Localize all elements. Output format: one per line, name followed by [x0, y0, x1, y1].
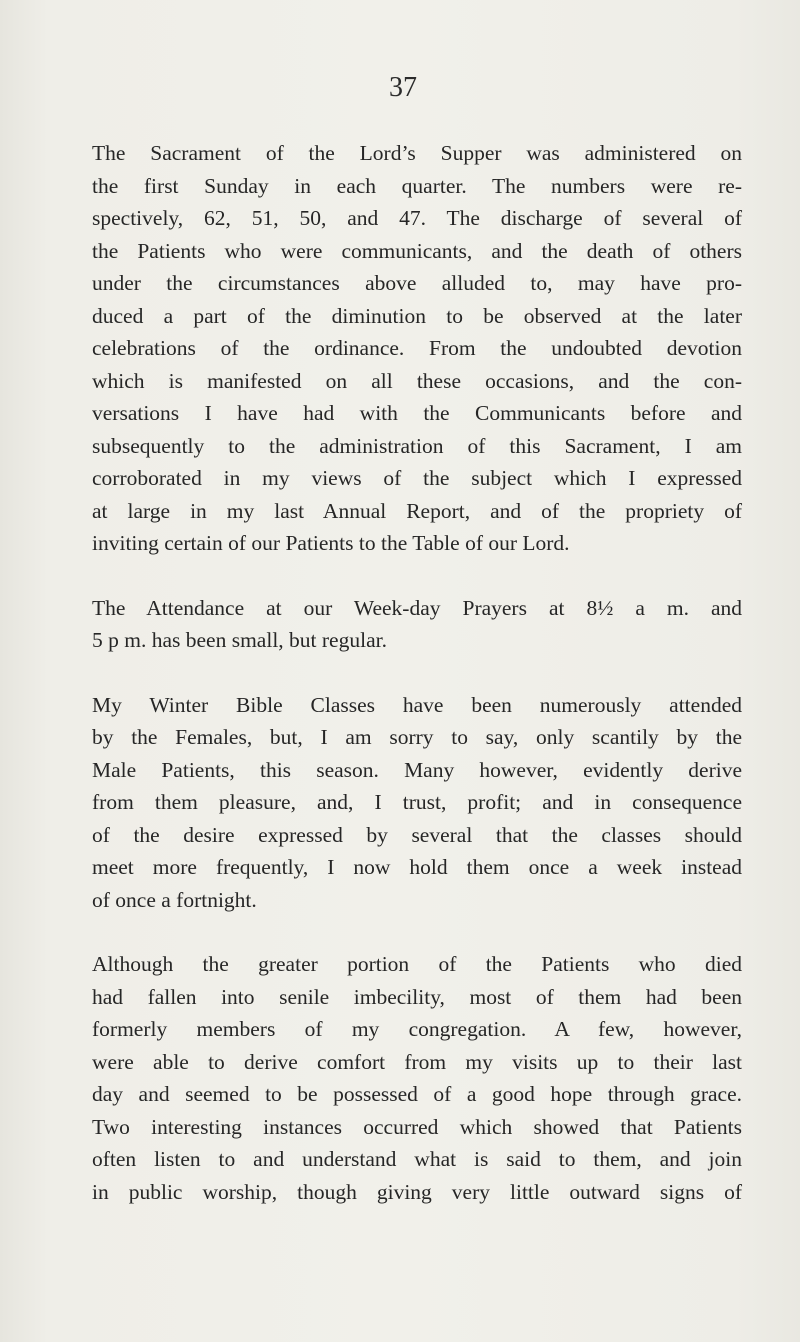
text-line: of the desire expressed by several that the classes should — [92, 822, 742, 847]
text-line: had fallen into senile imbecility, most of them had been — [92, 984, 742, 1009]
text-line: The Sacrament of the Lord’s Supper was administered on — [92, 141, 742, 165]
text-line: of once a fortnight. — [92, 887, 257, 912]
text-line: the first Sunday in each quarter. The numbers were re- — [92, 173, 742, 198]
text-line: which is manifested on all these occasions, and the con- — [92, 368, 742, 393]
text-line: 5 p m. has been small, but regular. — [92, 628, 387, 652]
text-line: at large in my last Annual Report, and of the propriety of — [92, 498, 742, 523]
paragraph-prayers — [92, 592, 742, 657]
text-line: from them pleasure, and, I trust, profit; and in consequence — [92, 790, 742, 814]
text-line: day and seemed to be possessed of a good hope through grace. — [92, 1082, 742, 1106]
text-line: versations I have had with the Communicants before and — [92, 401, 742, 425]
text-line: subsequently to the administration of this Sacrament, I am — [92, 433, 742, 458]
text-line: duced a part of the diminution to be observed at the later — [92, 303, 742, 328]
text-line: spectively, 62, 51, 50, and 47. The discharge of several of — [92, 206, 742, 230]
text-line: by the Females, but, I am sorry to say, only scantily by the — [92, 725, 742, 749]
paragraph-patients-who-died — [92, 948, 742, 1208]
text-line: Although the greater portion of the Patients who died — [92, 952, 742, 976]
text-line: Two interesting instances occurred which showed that Patients — [92, 1114, 742, 1139]
text-line: Male Patients, this season. Many however, evidently derive — [92, 757, 742, 782]
text-line: were able to derive comfort from my visits up to their last — [92, 1049, 742, 1074]
paragraph-bible-classes — [92, 689, 742, 917]
text-line: in public worship, though giving very little outward signs of — [92, 1179, 742, 1204]
text-line: My Winter Bible Classes have been numerously attended — [92, 692, 742, 717]
text-line: meet more frequently, I now hold them once a week instead — [92, 855, 742, 879]
text-line: formerly members of my congregation. A few, however, — [92, 1017, 742, 1041]
text-line: often listen to and understand what is said to them, and join — [92, 1147, 742, 1171]
text-line: under the circumstances above alluded to, may have pro- — [92, 271, 742, 295]
text-line: The Attendance at our Week-day Prayers at 8½ a m. and — [92, 595, 742, 620]
text-line: celebrations of the ordinance. From the undoubted devotion — [92, 336, 742, 360]
text-line: corroborated in my views of the subject which I expressed — [92, 466, 742, 490]
paragraph-sacrament — [92, 137, 742, 560]
page-number: 37 — [389, 72, 417, 103]
body-text — [92, 137, 742, 1240]
text-line: inviting certain of our Patients to the Table of our Lord. — [92, 531, 570, 555]
text-line: the Patients who were communicants, and the death of others — [92, 238, 742, 263]
